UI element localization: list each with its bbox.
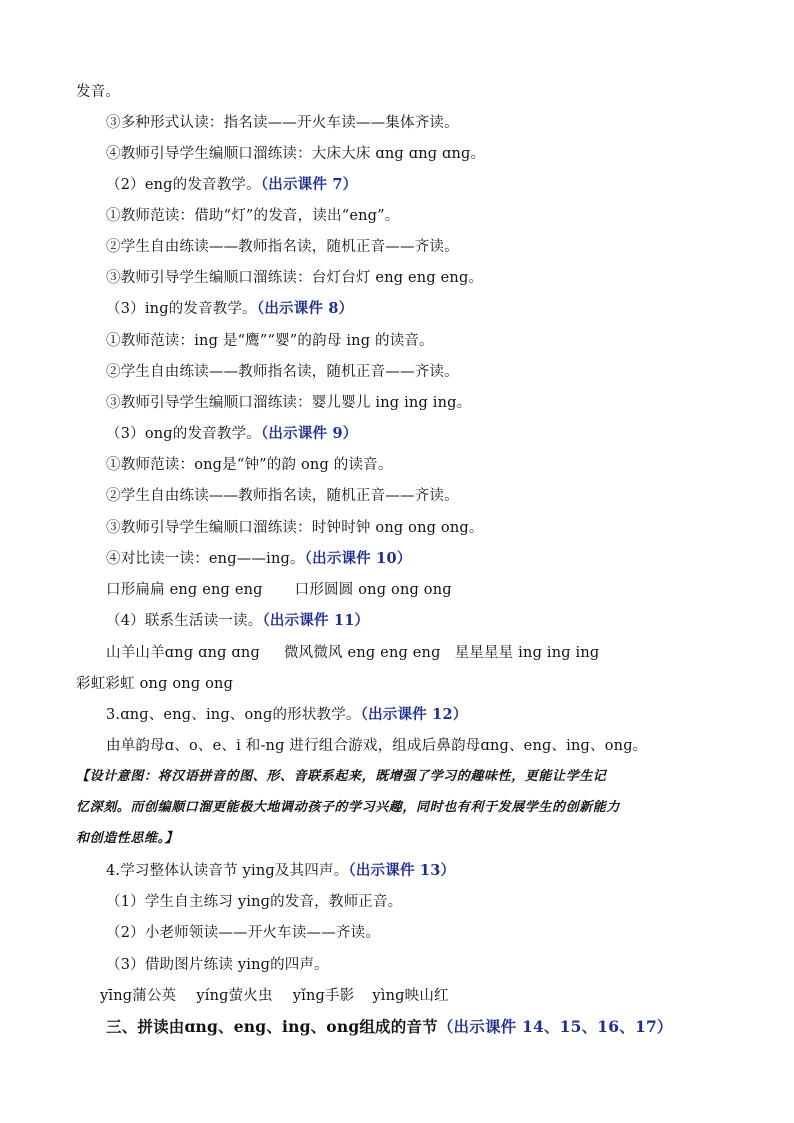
- section-heading: [106, 424, 357, 444]
- line-text: （1）学生自主练习 yinɡ的发音，教师正音。: [106, 894, 403, 910]
- paragraph-line: [106, 643, 599, 663]
- paragraph-line: [106, 393, 471, 413]
- paragraph-line: [106, 518, 484, 538]
- courseware-reference: （出示课件 7）: [260, 176, 358, 193]
- paragraph-line: [106, 486, 459, 506]
- line-text: yínɡ萤火虫: [196, 988, 273, 1004]
- line-text: （3）借助图片练读 yinɡ的四声。: [106, 957, 329, 973]
- line-text: （3）onɡ的发音教学。: [106, 426, 261, 442]
- courseware-reference: （出示课件 12）: [360, 706, 468, 723]
- line-text: yīnɡ蒲公英: [100, 988, 177, 1004]
- line-text: 4.学习整体认读音节 yinɡ及其四声。: [106, 863, 349, 879]
- paragraph-line: [106, 206, 399, 226]
- line-text: yìnɡ映山红: [372, 988, 449, 1004]
- paragraph-line: [76, 674, 233, 694]
- line-text: ③教师引导学生编顺口溜练读：台灯台灯 eng eng eng。: [106, 270, 484, 286]
- line-text: 微风微风 enɡ enɡ enɡ: [283, 645, 441, 661]
- courseware-reference: （出示课件 13）: [348, 862, 456, 879]
- line-text: ①教师范读：onɡ是“钟”的韵 ong 的读音。: [106, 457, 393, 473]
- courseware-reference: （出示课件 14、15、16、17）: [437, 1017, 673, 1036]
- line-text: 三、拼读由ɑnɡ、enɡ、inɡ、onɡ组成的音节: [106, 1017, 438, 1036]
- line-text: 忆深刻。而创编顺口溜更能极大地调动孩子的学习兴趣，同时也有利于发展学生的创新能力: [76, 800, 621, 815]
- paragraph-line: [76, 82, 120, 102]
- line-text: ④对比读一读：enɡ——inɡ。: [106, 551, 305, 567]
- line-text: 【设计意图：将汉语拼音的图、形、音联系起来，既增强了学习的趣味性，更能让学生记: [76, 769, 607, 784]
- line-text: 星星星星 inɡ inɡ inɡ: [454, 645, 600, 661]
- line-text: 山羊山羊ɑnɡ ɑnɡ ɑnɡ: [106, 645, 260, 661]
- line-text: （2）小老师领读——开火车读——齐读。: [106, 925, 381, 941]
- paragraph-line: [106, 580, 452, 600]
- courseware-reference: （出示课件 8）: [256, 300, 354, 317]
- line-text: ③教师引导学生编顺口溜练读：时钟时钟 ong ong ong。: [106, 520, 484, 536]
- paragraph-line: [106, 113, 459, 133]
- section-heading: [106, 1017, 673, 1037]
- paragraph-line: [106, 144, 485, 164]
- design-intent-note: [76, 829, 178, 849]
- design-intent-note: [76, 767, 606, 787]
- line-text: ①教师范读：ing 是“鹰”“婴”的韵母 ing 的读音。: [106, 333, 434, 349]
- line-text: ①教师范读：借助“灯”的发音，读出“eng”。: [106, 208, 400, 224]
- line-text: 3.ɑnɡ、enɡ、inɡ、onɡ的形状教学。: [106, 707, 361, 723]
- paragraph-line: [106, 362, 459, 382]
- courseware-reference: （出示课件 9）: [260, 425, 358, 442]
- paragraph-line: [106, 923, 380, 943]
- paragraph-line: [106, 455, 393, 475]
- paragraph-line: [106, 892, 402, 912]
- section-heading: [106, 611, 369, 631]
- paragraph-line: [106, 237, 459, 257]
- line-text: （4）联系生活读一读。: [106, 613, 263, 629]
- line-text: 口形圆圆 onɡ onɡ onɡ: [294, 582, 452, 598]
- line-text: 由单韵母ɑ、o、e、i 和-nɡ 进行组合游戏，组成后鼻韵母ɑnɡ、enɡ、inɡ、onɡ。: [106, 738, 648, 754]
- line-text: ②学生自由练读——教师指名读，随机正音——齐读。: [106, 239, 459, 255]
- line-text: ②学生自由练读——教师指名读，随机正音——齐读。: [106, 364, 459, 380]
- line-text: （3）inɡ的发音教学。: [106, 301, 257, 317]
- section-heading: [106, 861, 455, 881]
- paragraph-line: [106, 736, 647, 756]
- courseware-reference: （出示课件 11）: [262, 612, 370, 629]
- line-text: yǐnɡ手影: [292, 988, 355, 1004]
- section-heading: [106, 299, 353, 319]
- line-text: ②学生自由练读——教师指名读，随机正音——齐读。: [106, 488, 459, 504]
- line-text: ③多种形式认读：指名读——开火车读——集体齐读。: [106, 115, 459, 131]
- paragraph-line: [106, 268, 483, 288]
- line-text: ④教师引导学生编顺口溜练读：大床大床 ɑnɡ ɑnɡ ɑnɡ。: [106, 146, 486, 162]
- section-heading: [106, 705, 467, 725]
- paragraph-line: [106, 331, 434, 351]
- paragraph-line: [106, 549, 411, 569]
- design-intent-note: [76, 798, 620, 818]
- line-text: 和创造性思维。】: [76, 831, 179, 846]
- line-text: 口形扁扁 enɡ enɡ enɡ: [106, 582, 263, 598]
- line-text: 发音。: [76, 84, 121, 100]
- line-text: （2）enɡ的发音教学。: [106, 177, 261, 193]
- line-text: 彩虹彩虹 onɡ onɡ onɡ: [76, 676, 234, 692]
- section-heading: [106, 175, 357, 195]
- line-text: ③教师引导学生编顺口溜练读：婴儿婴儿 ing ing ing。: [106, 395, 472, 411]
- paragraph-line: [100, 986, 449, 1006]
- courseware-reference: （出示课件 10）: [304, 550, 412, 567]
- paragraph-line: [106, 955, 329, 975]
